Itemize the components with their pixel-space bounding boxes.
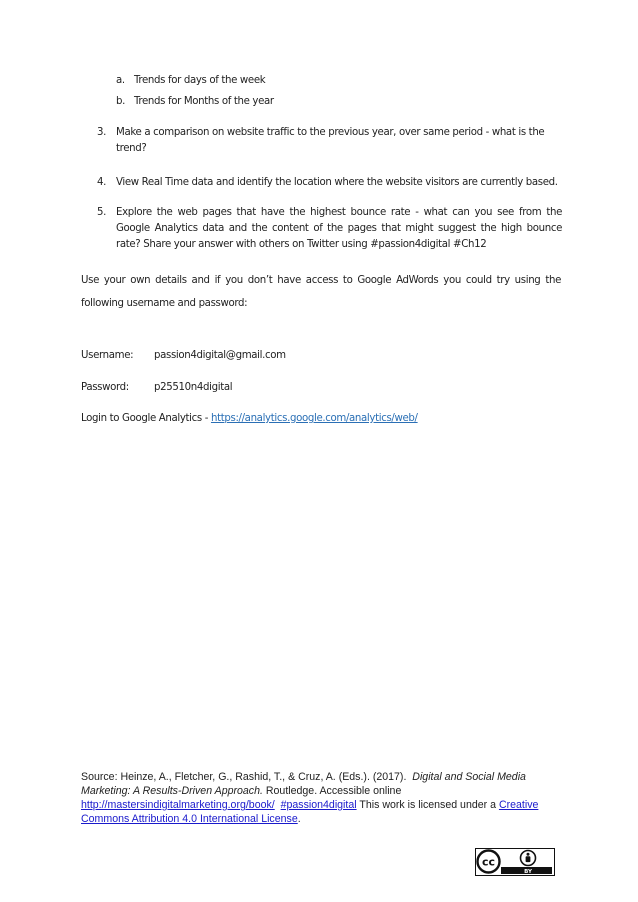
- source-prefix: Source: Heinze, A., Fletcher, G., Rashid, T., & Cruz, A. (Eds.). (2017).: [81, 771, 407, 783]
- source-end: .: [297, 813, 301, 825]
- username-row: [81, 348, 286, 364]
- list-item-text: Trends for days of the week: [134, 75, 266, 86]
- list-marker: b.: [116, 96, 126, 107]
- analytics-link[interactable]: https://analytics.google.com/analytics/web/: [210, 413, 418, 424]
- by-label: BY: [524, 869, 532, 874]
- intro-paragraph: Use your own details and if you don’t have access to Google AdWords you could try using the following username and password:: [81, 275, 561, 309]
- password-value: p25510n4digital: [154, 382, 233, 393]
- list-marker: 3.: [97, 127, 107, 138]
- list-item-text: Make a comparison on website traffic to the previous year, over same period - what is the trend?: [116, 127, 545, 154]
- list-item-text: View Real Time data and identify the location where the website visitors are currently based.: [116, 177, 558, 188]
- list-marker: a.: [116, 75, 125, 86]
- cc-by-icon: [476, 849, 553, 874]
- source-citation: [81, 770, 551, 826]
- password-label: Password:: [81, 382, 129, 393]
- cc-logo-text: cc: [481, 855, 496, 869]
- login-prefix: Login to Google Analytics -: [81, 413, 211, 424]
- password-row: [81, 380, 232, 396]
- list-marker: 5.: [97, 207, 107, 218]
- list-item-text: Explore the web pages that have the highest bounce rate - what can you see from the Google Analytics data and the content of the pages that might suggest the high bounce rate? Share your answer with others on Twitter using #passion4digital #Ch12: [116, 207, 562, 250]
- hashtag-link[interactable]: #passion4digital: [280, 799, 357, 811]
- list-item: [116, 73, 265, 89]
- list-item-text: Trends for Months of the year: [134, 96, 274, 107]
- list-item: [116, 94, 274, 110]
- login-line: [81, 411, 418, 427]
- source-title: Digital and Social Media Marketing: A Results-Driven Approach.: [81, 771, 526, 797]
- username-value: passion4digital@gmail.com: [154, 350, 286, 361]
- username-label: Username:: [81, 350, 134, 361]
- license-text: This work is licensed under a: [359, 799, 496, 811]
- license-link[interactable]: Creative Commons Attribution 4.0 International License: [81, 799, 539, 825]
- cc-by-license-badge[interactable]: [475, 848, 555, 876]
- book-link[interactable]: http://mastersindigitalmarketing.org/book/: [81, 799, 275, 811]
- source-publisher: Routledge. Accessible online: [265, 785, 402, 797]
- list-marker: 4.: [97, 177, 107, 188]
